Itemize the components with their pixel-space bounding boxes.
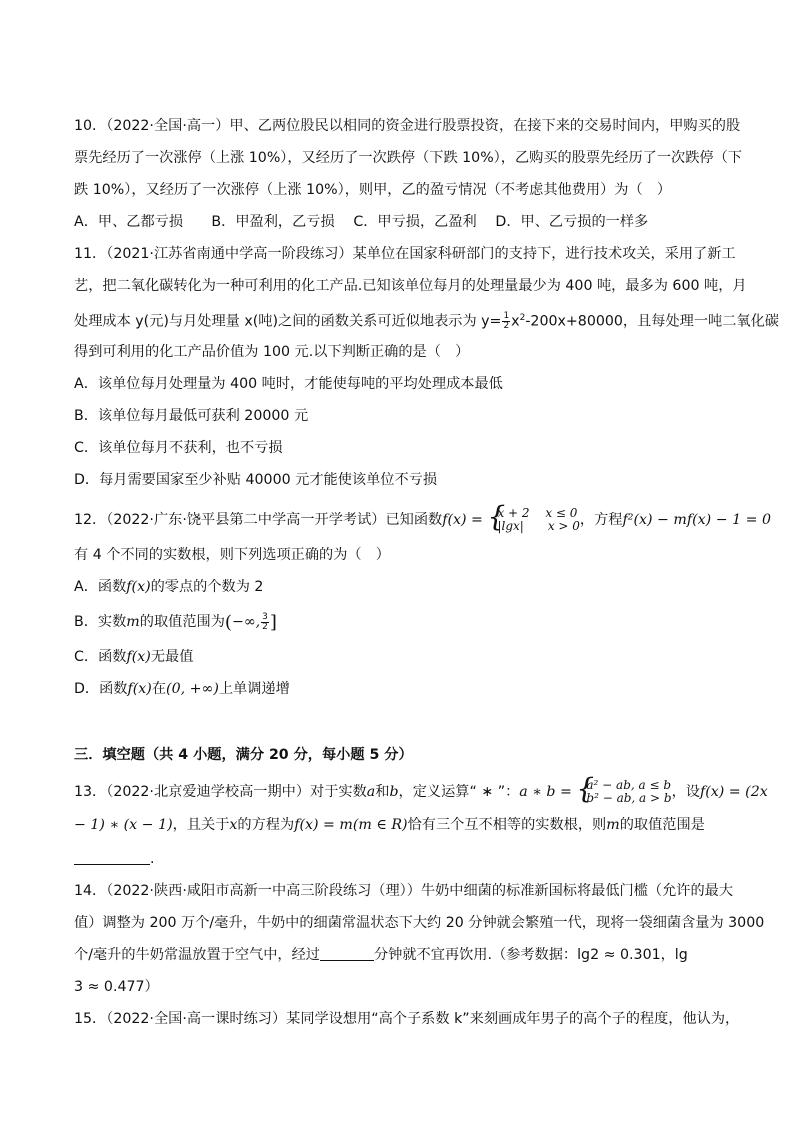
- question-10: [74, 118, 742, 230]
- q11-option-a: A．该单位每月处理量为 400 吨时，才能使每吨的平均处理成本最低: [74, 376, 503, 393]
- q11-fraction: [502, 312, 510, 331]
- q12-a-text: A．函数: [74, 579, 127, 596]
- question-15: [74, 1011, 740, 1028]
- q12-piece-2: |lgx| x > 0: [497, 519, 580, 534]
- question-13: [74, 778, 768, 868]
- q13-var-b: b: [389, 784, 399, 801]
- q11-line-3: [74, 310, 779, 332]
- q13-line2-x: x: [229, 817, 238, 834]
- q12-d-text: D．函数: [74, 681, 128, 698]
- q13-line2-math: − 1) ∗ (x − 1): [74, 817, 173, 834]
- q11-line-3-text-a: 处理成本 y(元)与月处理量 x(吨)之间的函数关系可近似地表示为 y=: [74, 313, 502, 330]
- q12-line-2: 有 4 个不同的实数根，则下列选项正确的为（ ）: [74, 547, 390, 564]
- q12-b-text-b: 的取值范围为: [139, 614, 225, 631]
- q11-frac-num: 1: [503, 311, 510, 322]
- q13-line-2: [74, 817, 724, 833]
- q13-line2-text-c: 的方程为: [237, 817, 295, 834]
- q12-d-text-b: 在: [151, 681, 167, 698]
- q12-stem-a: 12．（2022·广东·饶平县第二中学高一开学考试）已知函数: [74, 512, 443, 529]
- q10-line-2: 票先经历了一次涨停（上涨 10%），又经历了一次跌停（下跌 10%），乙购买的股票先经历了一次跌停（下: [74, 150, 742, 166]
- q12-b-math: m: [126, 614, 140, 631]
- q11-line-2: 艺，把二氧化碳转化为一种可利用的化工产品.已知该单位每月的处理量最少为 400 吨，最多为 600 吨，月: [74, 278, 747, 294]
- q11-var-x: x: [511, 313, 520, 330]
- q13-text-a: 13．（2022·北京爱迪学校高一期中）对于实数: [74, 784, 367, 801]
- q15-line-1: 15．（2022·全国·高一课时练习）某同学设想用“高个子系数 k”来刻画成年男子的高个子的程度，他认为，: [74, 1011, 740, 1028]
- q14-line-4: 3 ≈ 0.477）: [74, 979, 159, 996]
- q12-d-interval: (0, +∞): [166, 681, 219, 698]
- document-body: [74, 118, 779, 1028]
- q12-option-d: [74, 681, 724, 697]
- q14-line-3: [74, 947, 724, 963]
- question-14: [74, 883, 765, 996]
- q13-text-d: ，设: [671, 784, 700, 801]
- q14-line3-b: 分钟就不宜再饮用.（参考数据：lg2 ≈ 0.301，lg: [373, 947, 688, 964]
- q12-b-text: B．实数: [74, 614, 127, 631]
- q12-piecewise: [489, 507, 579, 533]
- q13-line2-text-e: 的取值范围是: [619, 817, 705, 834]
- q11-line-1: 11．（2021·江苏省南通中学高一阶段练习）某单位在国家科研部门的支持下，进行技术攻关，采用了新工: [74, 246, 736, 262]
- q10-line-3: 跌 10%），又经历了一次涨停（上涨 10%），则甲，乙的盈亏情况（不考虑其他费用）为（ ）: [74, 182, 672, 198]
- q14-line3-a: 个/毫升的牛奶常温放置于空气中，经过: [74, 947, 320, 964]
- q11-option-c: C．该单位每月不获利，也不亏损: [74, 440, 283, 457]
- q13-line2-m: m: [606, 817, 620, 834]
- q12-a-text-b: 的零点的个数为 2: [150, 579, 264, 596]
- q12-a-math: f(x): [126, 579, 151, 596]
- q13-piecewise: [578, 779, 671, 805]
- q12-b-left-paren: (: [224, 612, 232, 634]
- q13-line-1: [74, 778, 768, 806]
- q12-line-1: [74, 506, 772, 534]
- q13-line2-eq: f(x) = m(m ∈ R): [294, 817, 408, 834]
- q12-d-math: f(x): [127, 681, 152, 698]
- q12-c-math: f(x): [126, 649, 151, 666]
- q12-b-frac-den: 2: [262, 621, 268, 632]
- q13-and: 和: [375, 784, 390, 801]
- q12-stem-b: ，方程: [579, 512, 623, 529]
- q11-line-3-text-c: -200x+80000，且每处理一吨二氧化碳: [525, 313, 779, 330]
- section-3-heading: 三．填空题（共 4 小题，满分 20 分，每小题 5 分）: [74, 747, 413, 764]
- q12-b-range: −∞,: [231, 614, 261, 631]
- q12-c-text: C．函数: [74, 649, 127, 666]
- q13-line2-text-d: 恰有三个互不相等的实数根，则: [407, 817, 607, 834]
- q12-piece-1: { x + 2 x ≤ 0: [497, 506, 578, 521]
- question-11: [74, 246, 779, 489]
- q11-frac-den: 2: [503, 321, 510, 332]
- q11-line-4: 得到可利用的化工产品价值为 100 元.以下判断正确的是（ ）: [74, 344, 470, 361]
- q12-c-text-b: 无最值: [150, 649, 194, 666]
- q13-var-a: a: [366, 784, 376, 801]
- q12-option-a: [74, 579, 724, 595]
- q14-line-1: 14．（2022·陕西·咸阳市高新一中高三阶段练习（理））牛奶中细菌的标准新国标将最低门槛（允许的最大: [74, 883, 734, 900]
- q12-option-c: [74, 649, 724, 665]
- q12-equation: f²(x) − mf(x) − 1 = 0: [622, 512, 772, 529]
- q10-line-1: 10．（2022·全国·高一）甲、乙两位股民以相同的资金进行股票投资，在接下来的交易时间内，甲购买的股: [74, 118, 741, 134]
- q13-answer-blank[interactable]: [74, 852, 150, 865]
- q13-line2-text-b: ，且关于: [172, 817, 230, 834]
- q13-answer-line: [74, 851, 724, 867]
- q11-option-b: B．该单位每月最低可获利 20000 元: [74, 408, 309, 425]
- q13-text-c: ，定义运算“ ∗ ”：: [398, 784, 520, 801]
- q10-options: A．甲、乙都亏损 B．甲盈利，乙亏损 C．甲亏损，乙盈利 D．甲、乙亏损的一样多: [74, 214, 649, 230]
- q13-piece-2: b² − ab, a > b: [586, 791, 672, 806]
- q12-b-fraction: [261, 613, 269, 632]
- q14-answer-blank[interactable]: [320, 948, 374, 961]
- question-12: [74, 506, 772, 698]
- q12-b-right-bracket: ]: [269, 612, 277, 634]
- q13-end: .: [150, 851, 155, 868]
- q13-piece-1: { a² − ab, a ≤ b: [586, 778, 672, 793]
- q11-sup: 2: [519, 313, 526, 323]
- q12-d-text-c: 上单调递增: [218, 681, 290, 698]
- q12-option-b: [74, 611, 724, 633]
- q13-fx: f(x) = (2x: [699, 784, 768, 801]
- q11-option-d: D．每月需要国家至少补贴 40000 元才能使该单位不亏损: [74, 472, 438, 489]
- q12-b-frac-num: 3: [262, 611, 268, 622]
- q12-fx: f(x) =: [442, 512, 488, 529]
- q14-line-2: 值）调整为 200 万个/毫升，牛奶中的细菌常温状态下大约 20 分钟就会繁殖一代，现将一袋细菌含量为 3000: [74, 915, 765, 932]
- q13-op: a ∗ b =: [519, 784, 577, 801]
